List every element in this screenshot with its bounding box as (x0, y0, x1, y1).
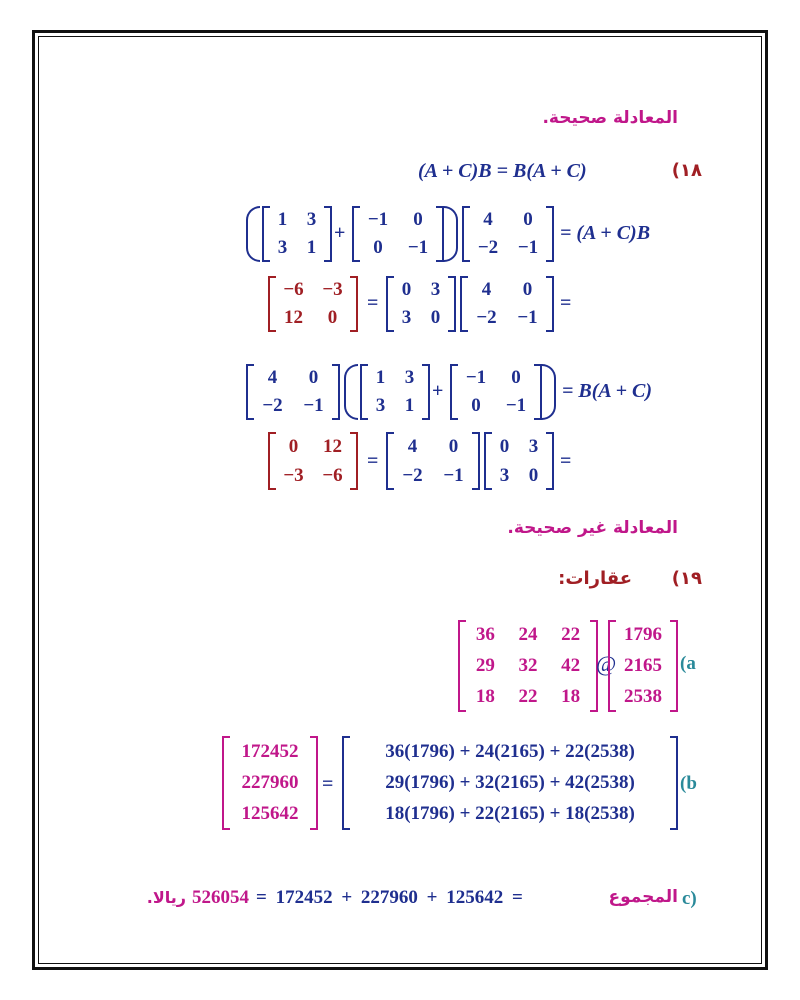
matrix-cell: 3 (306, 209, 317, 230)
matrix-cell: 32 (518, 654, 538, 676)
matrix-cell: −1 (303, 395, 324, 416)
matrix-cell: 0 (522, 279, 533, 300)
matrix-cell: 0 (528, 464, 539, 486)
matrix-cell: 227960 (241, 771, 299, 793)
sum-unit: ريالا. (146, 888, 186, 907)
matrix-a-plus-c (484, 432, 554, 490)
plus-sign: + (334, 222, 346, 244)
matrix-cell: 1 (306, 237, 317, 258)
matrix-cell: 3 (375, 395, 386, 416)
statement-true: المعادلة صحيحة. (542, 108, 678, 128)
matrix-cell: −2 (402, 464, 423, 486)
matrix-cell: 24 (518, 624, 538, 646)
matrix-cell: 12 (323, 435, 342, 457)
sum-total: 526054 (192, 887, 249, 908)
matrix-cell: 4 (483, 209, 493, 230)
vector-totals (222, 736, 318, 830)
matrix-c (352, 206, 444, 262)
matrix-cell: 36(1796) + 24(2165) + 22(2538) (385, 740, 635, 762)
matrix-cell: 2538 (624, 685, 662, 707)
matrix-a-plus-c (386, 276, 456, 332)
matrix-cell: −1 (517, 237, 539, 258)
matrix-cell: 22 (518, 685, 538, 707)
equals-sign: = (322, 773, 334, 795)
matrix-cell: 22 (561, 624, 581, 646)
matrix-cell: 0 (471, 395, 481, 416)
matrix-cell: 29(1796) + 32(2165) + 42(2538) (385, 771, 635, 793)
paren-left (246, 206, 260, 262)
matrix-result-left (268, 276, 358, 332)
matrix-property-counts (458, 620, 598, 712)
equals-sign: = (560, 292, 572, 314)
matrix-cell: 3 (430, 279, 441, 300)
matrix-cell: −1 (505, 395, 527, 416)
matrix-c (450, 364, 542, 420)
matrix-cell: 3 (499, 464, 510, 486)
matrix-cell: 18 (475, 685, 495, 707)
matrix-cell: −1 (367, 209, 389, 230)
matrix-cell: 0 (430, 307, 441, 328)
matrix-cell: 0 (373, 237, 383, 258)
matrix-cell: 3 (401, 307, 412, 328)
matrix-cell: 125642 (241, 803, 299, 825)
problem-18-number: ١٨) (671, 160, 702, 181)
matrix-cell: 0 (511, 367, 521, 388)
problem-18-equation: (A + C)B = B(A + C) (418, 160, 587, 182)
matrix-a (262, 206, 332, 262)
equals-sign: = (367, 450, 379, 472)
matrix-cell: 12 (284, 307, 303, 328)
matrix-cell: −2 (262, 395, 283, 416)
matrix-cell: 1796 (624, 624, 662, 646)
matrix-cell: 0 (413, 209, 423, 230)
matrix-cell: 4 (267, 367, 278, 388)
paren-right (444, 206, 458, 262)
matrix-cell: 0 (523, 209, 533, 230)
equals-sign: = (560, 450, 572, 472)
multiply-operator: @ (596, 651, 617, 676)
matrix-cell: 0 (288, 435, 299, 457)
problem-19-title: عقارات: (558, 568, 632, 589)
matrix-cell: 29 (475, 654, 495, 676)
matrix-cell: 1 (277, 209, 288, 230)
paren-right (542, 364, 556, 420)
matrix-cell: 1 (404, 395, 415, 416)
matrix-cell: −2 (476, 307, 497, 328)
matrix-cell: −1 (407, 237, 429, 258)
part-c-label: c) (682, 888, 697, 909)
matrix-cell: −3 (322, 279, 343, 300)
matrix-cell: 0 (327, 307, 338, 328)
line3-rhs: = B(A + C) (562, 380, 653, 402)
paren-left (344, 364, 358, 420)
matrix-cell: 4 (481, 279, 492, 300)
matrix-cell: −2 (477, 237, 499, 258)
matrix-b (460, 276, 554, 332)
equals-sign: = (367, 292, 379, 314)
matrix-result-right (268, 432, 358, 490)
matrix-cell: −6 (283, 279, 304, 300)
matrix-cell: 2165 (624, 654, 662, 676)
line1-rhs: = (A + C)B (560, 222, 651, 244)
statement-false: المعادلة غير صحيحة. (507, 518, 678, 538)
matrix-expansion (342, 736, 678, 830)
matrix-cell: 4 (407, 435, 418, 457)
matrix-cell: 18 (561, 685, 581, 707)
matrix-cell: −3 (283, 464, 304, 486)
matrix-cell: −6 (322, 464, 343, 486)
matrix-cell: −1 (517, 307, 538, 328)
matrix-b (462, 206, 554, 262)
part-a-label: (a (680, 653, 696, 674)
part-b-label: (b (680, 773, 697, 794)
matrix-cell: 3 (277, 237, 288, 258)
matrix-cell: −1 (443, 464, 464, 486)
matrix-cell: 0 (401, 279, 412, 300)
matrix-cell: 18(1796) + 22(2165) + 18(2538) (385, 803, 635, 825)
matrix-cell: 172452 (241, 740, 299, 762)
matrix-a (360, 364, 430, 420)
matrix-cell: 0 (448, 435, 459, 457)
matrix-cell: 36 (475, 624, 495, 646)
matrix-b (246, 364, 340, 420)
vector-prices (608, 620, 678, 712)
matrix-cell: −1 (465, 367, 487, 388)
problem-19-number: ١٩) (671, 568, 702, 589)
plus-sign: + (432, 380, 444, 402)
sum-expression: = 172452 + 227960 + 125642 = (256, 887, 523, 908)
matrix-cell: 3 (404, 367, 415, 388)
matrix-cell: 1 (375, 367, 386, 388)
matrix-cell: 42 (561, 654, 581, 676)
matrix-cell: 0 (499, 435, 510, 457)
matrix-cell: 3 (528, 435, 539, 457)
sum-word: المجموع (608, 887, 678, 907)
matrix-cell: 0 (308, 367, 319, 388)
matrix-b (386, 432, 480, 490)
